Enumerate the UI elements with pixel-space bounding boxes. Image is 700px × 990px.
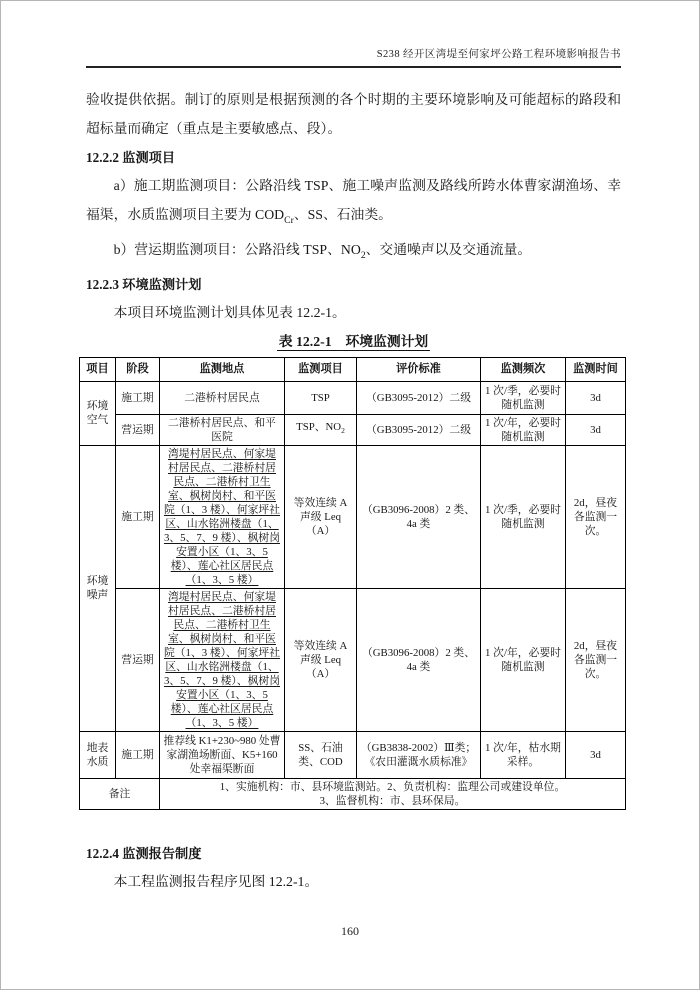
- paragraph-item-a: a）施工期监测项目：公路沿线 TSP、施工噪声监测及路线所跨水体曹家湖渔场、幸福渠，水质监测项目主要为 $COD_{Cr}$、SS、石油类。: [86, 178, 621, 226]
- cell-noise-operation-stage: 营运期: [116, 588, 160, 731]
- cell-water-label: 地表水质: [80, 731, 116, 778]
- paragraph-table-ref: 本项目环境监测计划具体见表 12.2-1。: [113, 304, 346, 320]
- cell-noise-operation-location: 湾堤村居民点、何家堤村居民点、二港桥村居民点、二港桥村卫生室、枫树岗村、和平医院（1、3 楼）、何家坪社区、山水铭洲楼盘（1、3、5、7、9 楼）、枫树岗安置小区（1、3、5 楼）、莲心社区居民点（1、3、5 楼）: [160, 588, 285, 731]
- col-header-frequency: 监测频次: [481, 357, 566, 381]
- cell-noise-construction-location: 湾堤村居民点、何家堤村居民点、二港桥村居民点、二港桥村卫生室、枫树岗村、和平医院（1、3 楼）、何家坪社区、山水铭洲楼盘（1、3、5、7、9 楼）、枫树岗安置小区（1、3、5 楼）、莲心社区居民点（1、3、5 楼）: [160, 445, 285, 588]
- heading-12-2-2: 12.2.2 监测项目: [86, 150, 176, 165]
- cell-air-construction-standard: （GB3095-2012）二级: [357, 381, 481, 414]
- cell-noise-construction-duration: 2d，昼夜各监测一次。: [566, 445, 626, 588]
- monitoring-plan-table: [79, 357, 626, 810]
- cell-air-label: 环境空气: [80, 381, 116, 445]
- cell-noise-construction-frequency: 1 次/季，必要时随机监测: [481, 445, 566, 588]
- cell-air-operation-duration: 3d: [566, 414, 626, 445]
- cell-water-stage: 施工期: [116, 731, 160, 778]
- col-header-duration: 监测时间: [566, 357, 626, 381]
- table-caption: [86, 330, 621, 351]
- cell-noise-label: 环境噪声: [80, 445, 116, 731]
- cell-water-duration: 3d: [566, 731, 626, 778]
- cell-water-standard: （GB3838-2002）Ⅲ类；《农田灌溉水质标准》: [357, 731, 481, 778]
- cell-water-frequency: 1 次/年，枯水期采样。: [481, 731, 566, 778]
- cell-noise-construction-item: 等效连续 A 声级 Leq（A）: [285, 445, 357, 588]
- table-row-noise-operation: [80, 588, 626, 731]
- table-row-air-operation: [80, 414, 626, 445]
- table-row-noise-construction: [80, 445, 626, 588]
- cell-air-construction-frequency: 1 次/季，必要时随机监测: [481, 381, 566, 414]
- table-row-notes: [80, 778, 626, 809]
- cell-noise-construction-standard: （GB3096-2008）2 类、4a 类: [357, 445, 481, 588]
- col-header-standard: 评价标准: [357, 357, 481, 381]
- cell-noise-operation-frequency: 1 次/年，必要时随机监测: [481, 588, 566, 731]
- cell-water-location: 推荐线 K1+230~980 处曹家湖渔场断面、K5+160 处幸福渠断面: [160, 731, 285, 778]
- table-row-air-construction: [80, 381, 626, 414]
- heading-12-2-4: 12.2.4 监测报告制度: [86, 845, 202, 861]
- notes-line-1: 1、实施机构：市、县环境监测站。2、负责机构：监理公司或建设单位。: [219, 780, 566, 793]
- running-header: [86, 1, 621, 68]
- cell-notes-content: [160, 778, 626, 809]
- table-header-row: [80, 357, 626, 381]
- cell-noise-construction-stage: 施工期: [116, 445, 160, 588]
- cell-notes-label: 备注: [80, 778, 160, 809]
- cell-air-construction-location: 二港桥村居民点: [160, 381, 285, 414]
- cell-air-operation-item: TSP、$NO_2$: [285, 414, 357, 445]
- page-number: 160: [341, 924, 359, 938]
- cell-air-operation-frequency: 1 次/年，必要时随机监测: [481, 414, 566, 445]
- paragraph-intro: 验收提供依据。制订的原则是根据预测的各个时期的主要环境影响及可能超标的路段和超标量而确定（重点是主要敏感点、段）。: [86, 92, 621, 136]
- cell-noise-operation-item: 等效连续 A 声级 Leq（A）: [285, 588, 357, 731]
- col-header-stage: 阶段: [116, 357, 160, 381]
- paragraph-figure-ref: 本工程监测报告程序见图 12.2-1。: [113, 873, 319, 889]
- paragraph-item-b: b）营运期监测项目：公路沿线 TSP、$NO_2$、交通噪声以及交通流量。: [113, 241, 532, 261]
- heading-12-2-3: 12.2.3 环境监测计划: [86, 276, 202, 292]
- col-header-location: 监测地点: [160, 357, 285, 381]
- col-header-item: 监测项目: [285, 357, 357, 381]
- table-caption-text: 表 12.2-1 环境监测计划: [278, 333, 429, 349]
- cell-water-item: SS、石油类、COD: [285, 731, 357, 778]
- cell-air-construction-item: TSP: [285, 381, 357, 414]
- cell-air-operation-location: 二港桥村居民点、和平医院: [160, 414, 285, 445]
- cell-noise-operation-duration: 2d，昼夜各监测一次。: [566, 588, 626, 731]
- cell-air-construction-duration: 3d: [566, 381, 626, 414]
- cell-air-operation-stage: 营运期: [116, 414, 160, 445]
- notes-line-2: 3、监督机构：市、县环保局。: [319, 794, 466, 807]
- col-header-project: 项目: [80, 357, 116, 381]
- table-row-water-construction: [80, 731, 626, 778]
- cell-air-construction-stage: 施工期: [116, 381, 160, 414]
- cell-air-operation-standard: （GB3095-2012）二级: [357, 414, 481, 445]
- cell-noise-operation-standard: （GB3096-2008）2 类、4a 类: [357, 588, 481, 731]
- report-title: S238 经开区湾堤至何家坪公路工程环境影响报告书: [376, 49, 621, 60]
- page-content: [86, 85, 621, 896]
